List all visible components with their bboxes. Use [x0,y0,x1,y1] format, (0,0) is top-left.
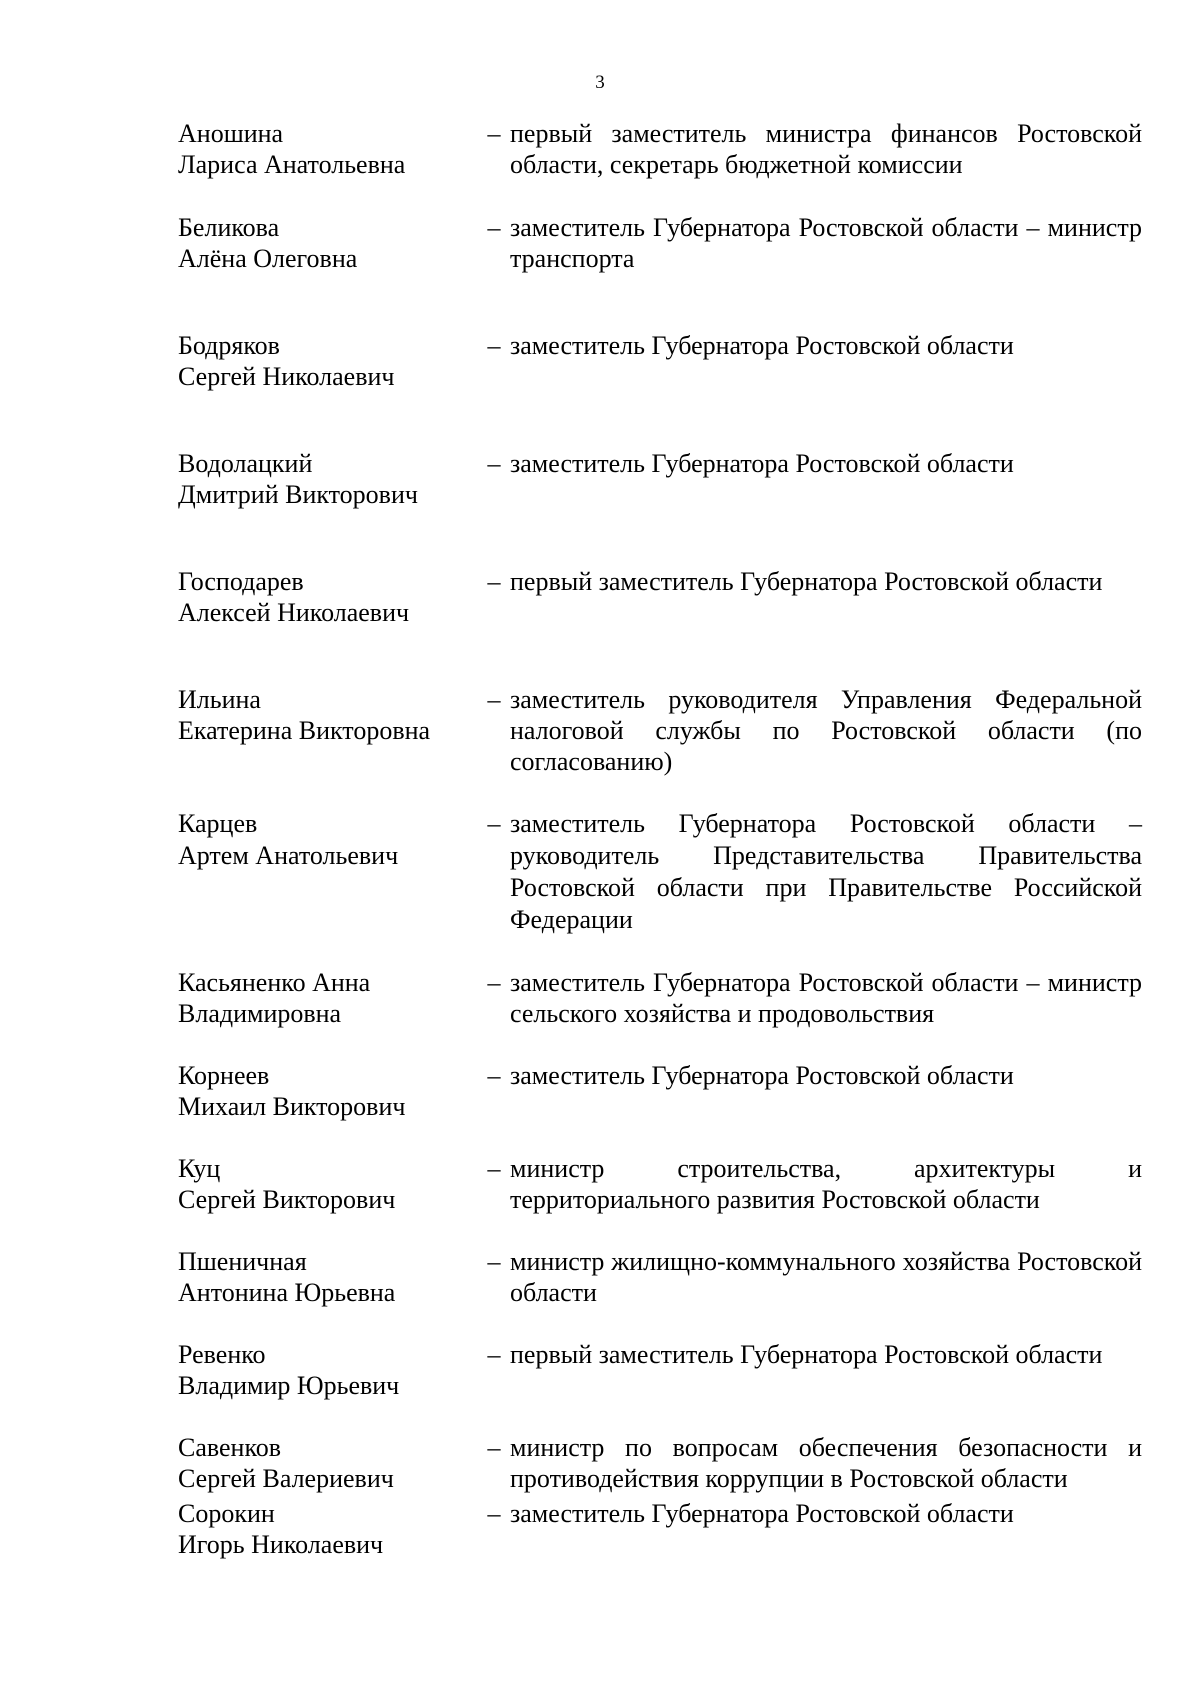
member-position: заместитель Губернатора Ростовской области [510,1061,1014,1090]
member-position: первый заместитель министра финансов Ростовской области, секретарь бюджетной комиссии [510,119,1142,179]
member-entry [178,1153,1142,1215]
member-name [178,212,478,274]
member-surname: Беликова [178,213,280,242]
member-given-names: Игорь Николаевич [178,1530,384,1559]
member-given-names: Михаил Викторович [178,1092,406,1121]
member-entry [178,448,1142,510]
page-number: 3 [595,72,605,93]
member-given-names: Сергей Николаевич [178,362,395,391]
member-given-names: Артем Анатольевич [178,841,399,870]
member-position: первый заместитель Губернатора Ростовской области [510,1340,1103,1369]
member-name [178,967,478,1029]
member-given-names: Антонина Юрьевна [178,1278,396,1307]
member-entry [178,684,1142,777]
member-name [178,566,478,628]
member-entry [178,1060,1142,1122]
member-given-names: Дмитрий Викторович [178,480,418,509]
member-surname: Куц [178,1154,221,1183]
member-name [178,1060,478,1122]
dash-separator: – [487,685,501,714]
member-surname: Ревенко [178,1340,266,1369]
member-position: заместитель Губернатора Ростовской области – министр транспорта [510,213,1142,273]
member-surname: Водолацкий [178,449,313,478]
member-name [178,684,478,746]
member-given-names: Лариса Анатольевна [178,150,406,179]
member-entry [178,566,1142,628]
member-surname: Ильина [178,685,261,714]
member-entry [178,118,1142,180]
member-entry [178,1246,1142,1308]
member-surname: Господарев [178,567,304,596]
dash-separator: – [487,567,501,596]
member-position: заместитель Губернатора Ростовской области – министр сельского хозяйства и продовольствия [510,968,1142,1028]
member-given-names: Сергей Викторович [178,1185,396,1214]
member-surname: Карцев [178,809,258,838]
member-given-names: Владимир Юрьевич [178,1371,400,1400]
dash-separator: – [487,213,501,242]
member-position: первый заместитель Губернатора Ростовской области [510,567,1103,596]
member-name [178,1246,478,1308]
member-position: министр по вопросам обеспечения безопасности и противодействия коррупции в Ростовской области [510,1433,1142,1493]
member-surname: Сорокин [178,1499,275,1528]
member-entry [178,1339,1142,1401]
member-given-names: Алёна Олеговна [178,244,358,273]
member-entry [178,330,1142,392]
dash-separator: – [487,1499,501,1528]
member-entry [178,212,1142,274]
member-given-names: Алексей Николаевич [178,598,410,627]
dash-separator: – [487,119,501,148]
member-surname: Касьяненко Анна [178,968,371,997]
member-given-names: Владимировна [178,999,342,1028]
member-name [178,1339,478,1401]
member-position: заместитель Губернатора Ростовской области [510,1499,1014,1528]
member-entry [178,967,1142,1029]
dash-separator: – [487,1433,501,1462]
member-name [178,330,478,392]
dash-separator: – [487,1154,501,1183]
dash-separator: – [487,1340,501,1369]
member-name [178,1432,478,1494]
member-given-names: Сергей Валериевич [178,1464,394,1493]
member-position: министр строительства, архитектуры и территориального развития Ростовской области [510,1154,1142,1214]
member-surname: Бодряков [178,331,280,360]
member-surname: Аношина [178,119,284,148]
member-given-names: Екатерина Викторовна [178,716,431,745]
member-surname: Корнеев [178,1061,270,1090]
dash-separator: – [487,809,501,838]
dash-separator: – [487,1247,501,1276]
member-name [178,118,478,180]
member-position: заместитель Губернатора Ростовской области [510,449,1014,478]
member-name [178,1498,478,1560]
member-position: заместитель руководителя Управления Федеральной налоговой службы по Ростовской области (по согласованию) [510,685,1142,776]
member-list [178,118,1142,1560]
member-position: заместитель Губернатора Ростовской области – руководитель Представительства Правительства Ростовской области при Правительстве Российской Федерации [510,809,1142,934]
member-entry [178,1498,1142,1560]
member-name [178,1153,478,1215]
dash-separator: – [487,968,501,997]
member-surname: Пшеничная [178,1247,307,1276]
dash-separator: – [487,1061,501,1090]
member-surname: Савенков [178,1433,282,1462]
member-position: министр жилищно-коммунального хозяйства Ростовской области [510,1247,1142,1307]
member-position: заместитель Губернатора Ростовской области [510,331,1014,360]
member-entry [178,1432,1142,1494]
member-entry [178,808,1142,936]
dash-separator: – [487,331,501,360]
member-name [178,448,478,510]
dash-separator: – [487,449,501,478]
member-name [178,808,478,872]
